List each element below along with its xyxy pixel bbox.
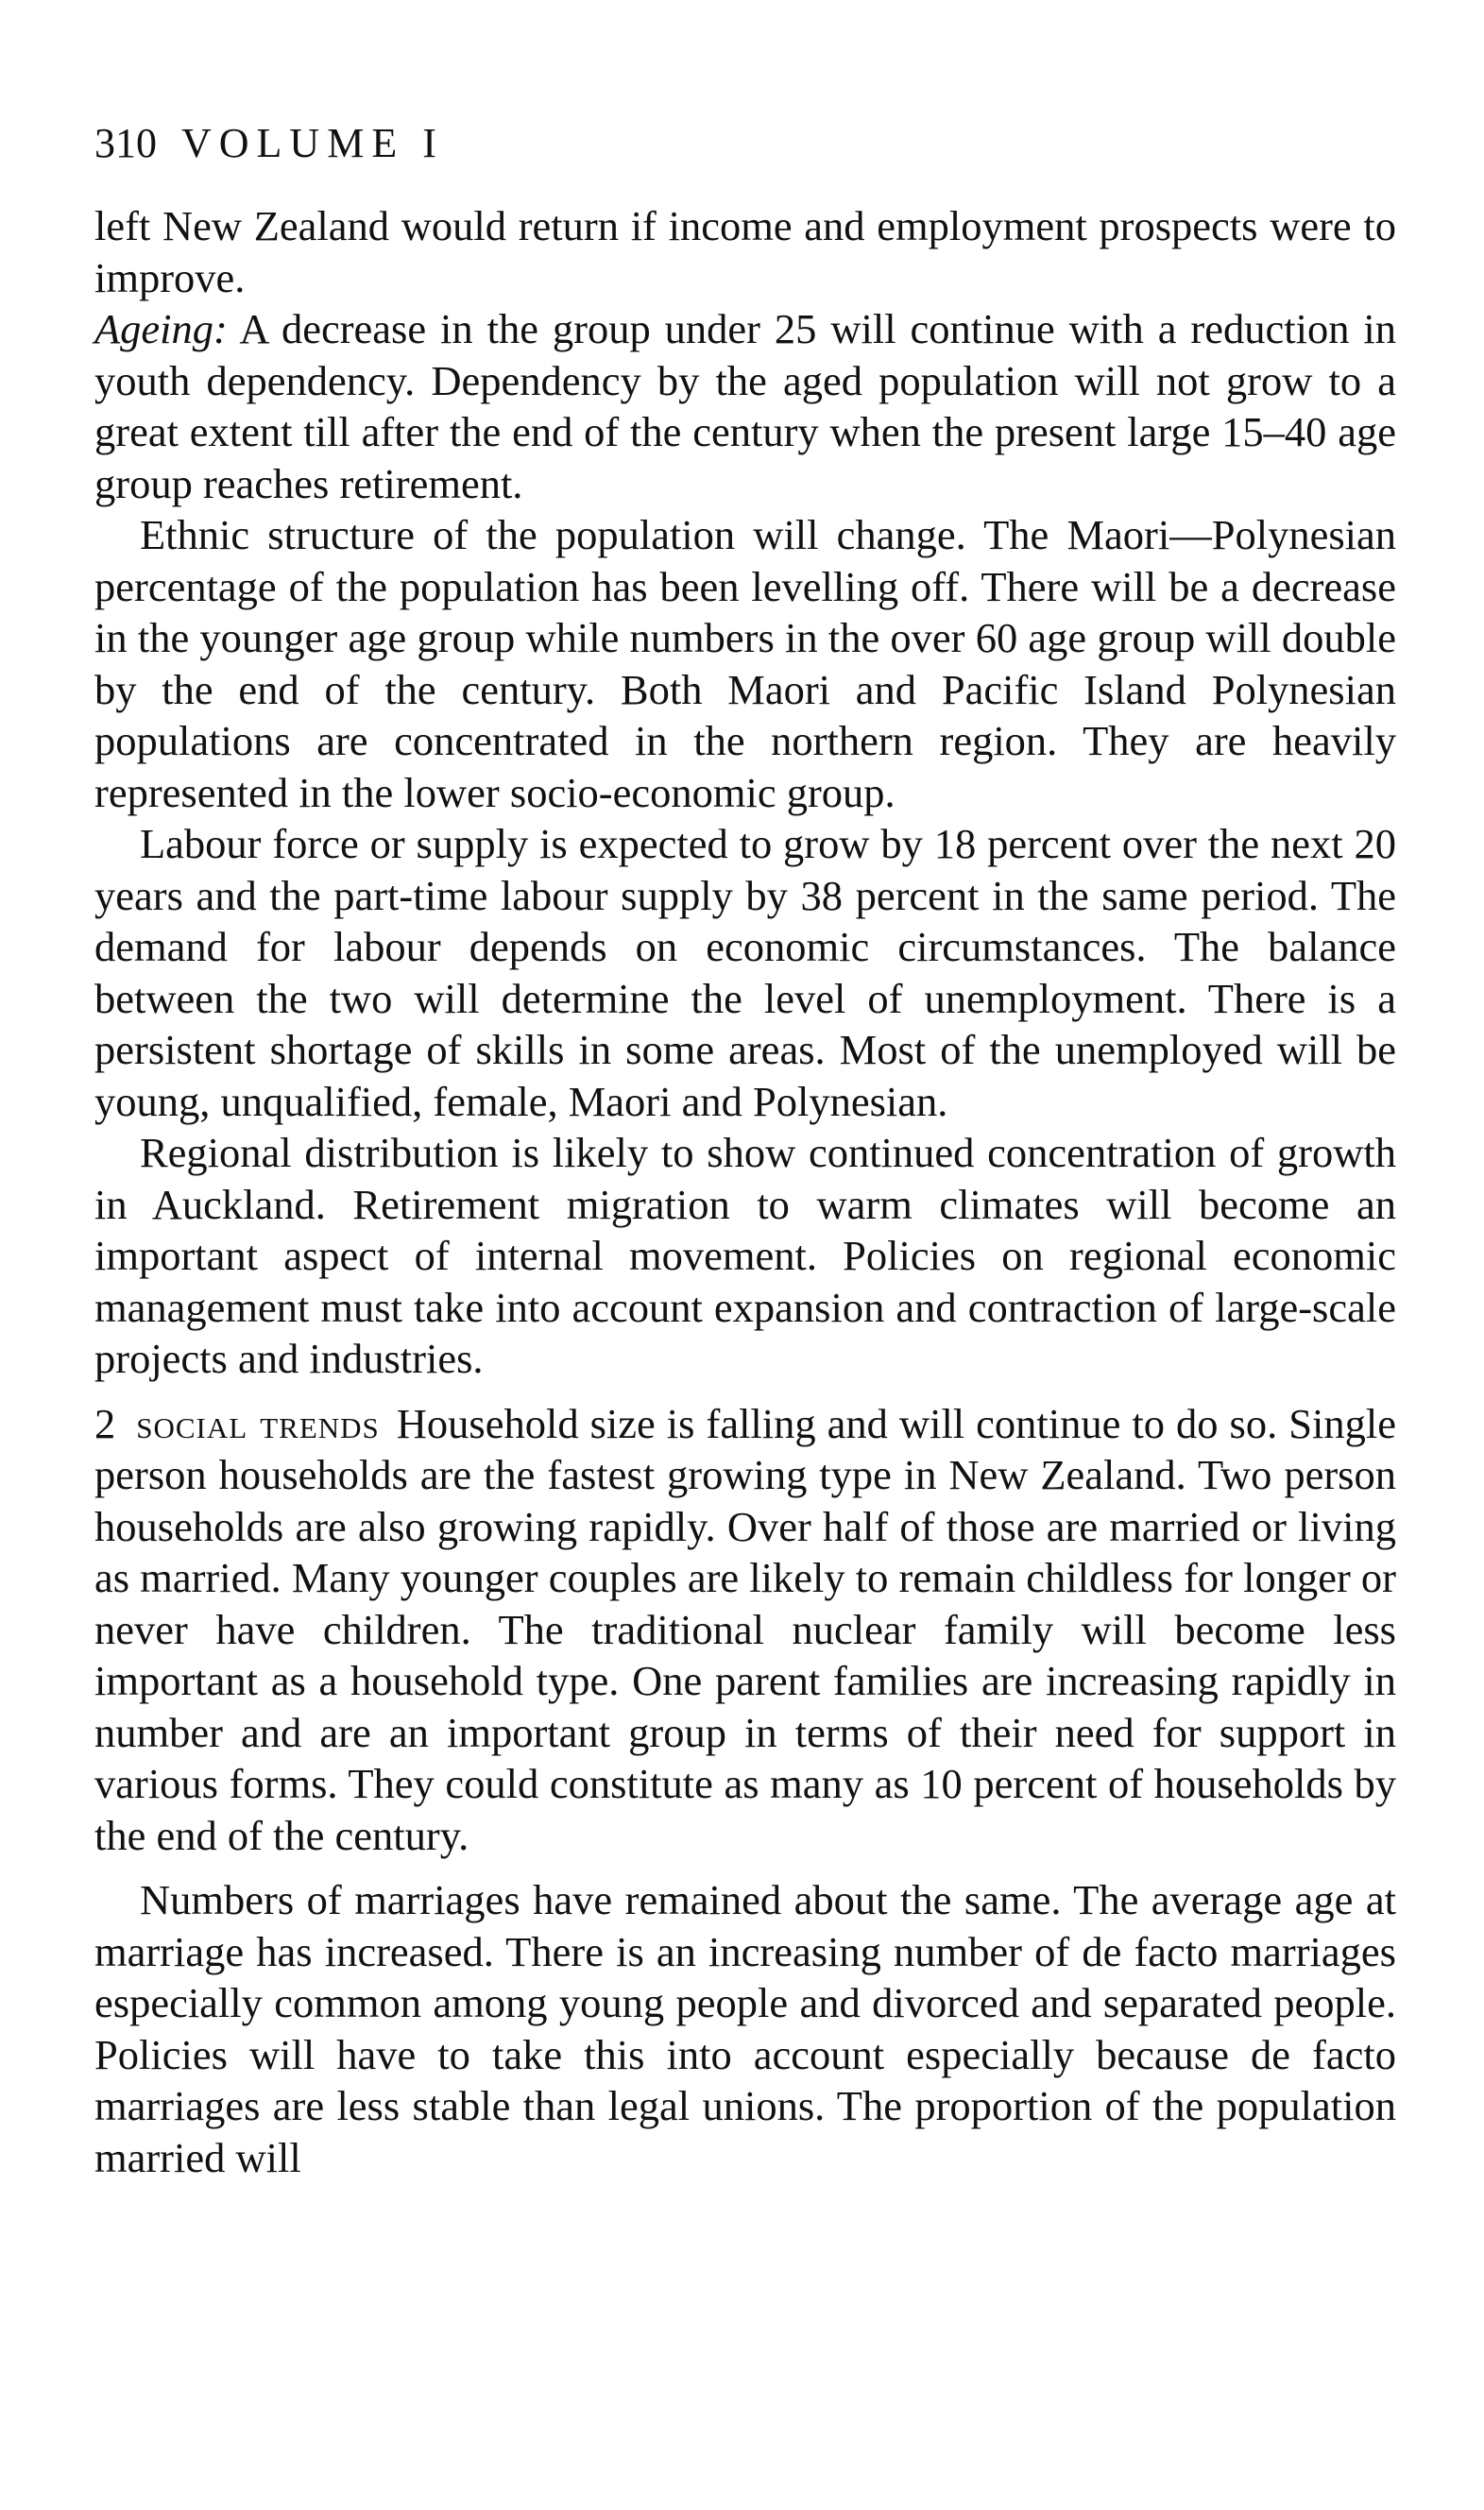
page-number: 310 [94, 120, 157, 166]
paragraph-text: A decrease in the group under 25 will continue with a reduction in youth dependency. Dependency by the aged population will not grow to a great extent till after the end of the century when the present large 15–40 age group reaches retirement. [94, 305, 1396, 507]
paragraph-social-trends [94, 1398, 1396, 1862]
paragraph-text: left New Zealand would return if income and employment prospects were to improve. [94, 202, 1396, 301]
paragraph-text: Household size is falling and will continue to do so. Single person households are the fastest growing type in New Zealand. Two person households are also growing rapidly. Over half of those are married or living as married. Many younger couples are likely to remain childless for longer or never have children. The traditional nuclear family will become less important as a household type. One parent families are increasing rapidly in number and are an important group in terms of their need for support in various forms. They could constitute as many as 10 percent of households by the end of the century. [94, 1399, 1396, 1859]
paragraph-text: Labour force or supply is expected to grow by 18 percent over the next 20 years and the part-time labour supply by 38 percent in the same period. The demand for labour depends on economic circumstances. The balance between the two will determine the level of unemployment. There is a persistent shortage of skills in some areas. Most of the unemployed will be young, unqualified, female, Maori and Polynesian. [94, 820, 1396, 1125]
run-in-heading: Ageing: [94, 305, 228, 352]
running-head [94, 120, 444, 166]
paragraph-ethnic-structure [94, 509, 1396, 818]
paragraph-regional-distribution [94, 1127, 1396, 1385]
body-text [94, 200, 1396, 2183]
paragraph-ageing [94, 303, 1396, 509]
paragraph-text: Regional distribution is likely to show continued concentration of growth in Auckland. Retirement migration to warm climates will become an important aspect of internal movement. Policies on regional economic management must take into account expansion and contraction of large-scale projects and industries. [94, 1129, 1396, 1382]
volume-label: VOLUME I [181, 120, 444, 166]
paragraph-text: Ethnic structure of the population will change. The Maori—Polynesian percentage of the population has been levelling off. There will be a decrease in the younger age group while numbers in the over 60 age group will double by the end of the century. Both Maori and Pacific Island Polynesian populations are concentrated in the northern region. They are heavily represented in the lower socio-economic group. [94, 511, 1396, 816]
section-number: 2 [94, 1399, 116, 1447]
paragraph-labour-force [94, 818, 1396, 1127]
paragraph-continuation [94, 200, 1396, 303]
paragraph-text: Numbers of marriages have remained about the same. The average age at marriage has increased. There is an increasing number of de facto marriages especially common among young people and divorced and separated people. Policies will have to take this into account especially because de facto marriages are less stable than legal unions. The proportion of the population married will [94, 1876, 1396, 2181]
paragraph-marriages [94, 1874, 1396, 2183]
section-heading: social trends [136, 1399, 380, 1447]
